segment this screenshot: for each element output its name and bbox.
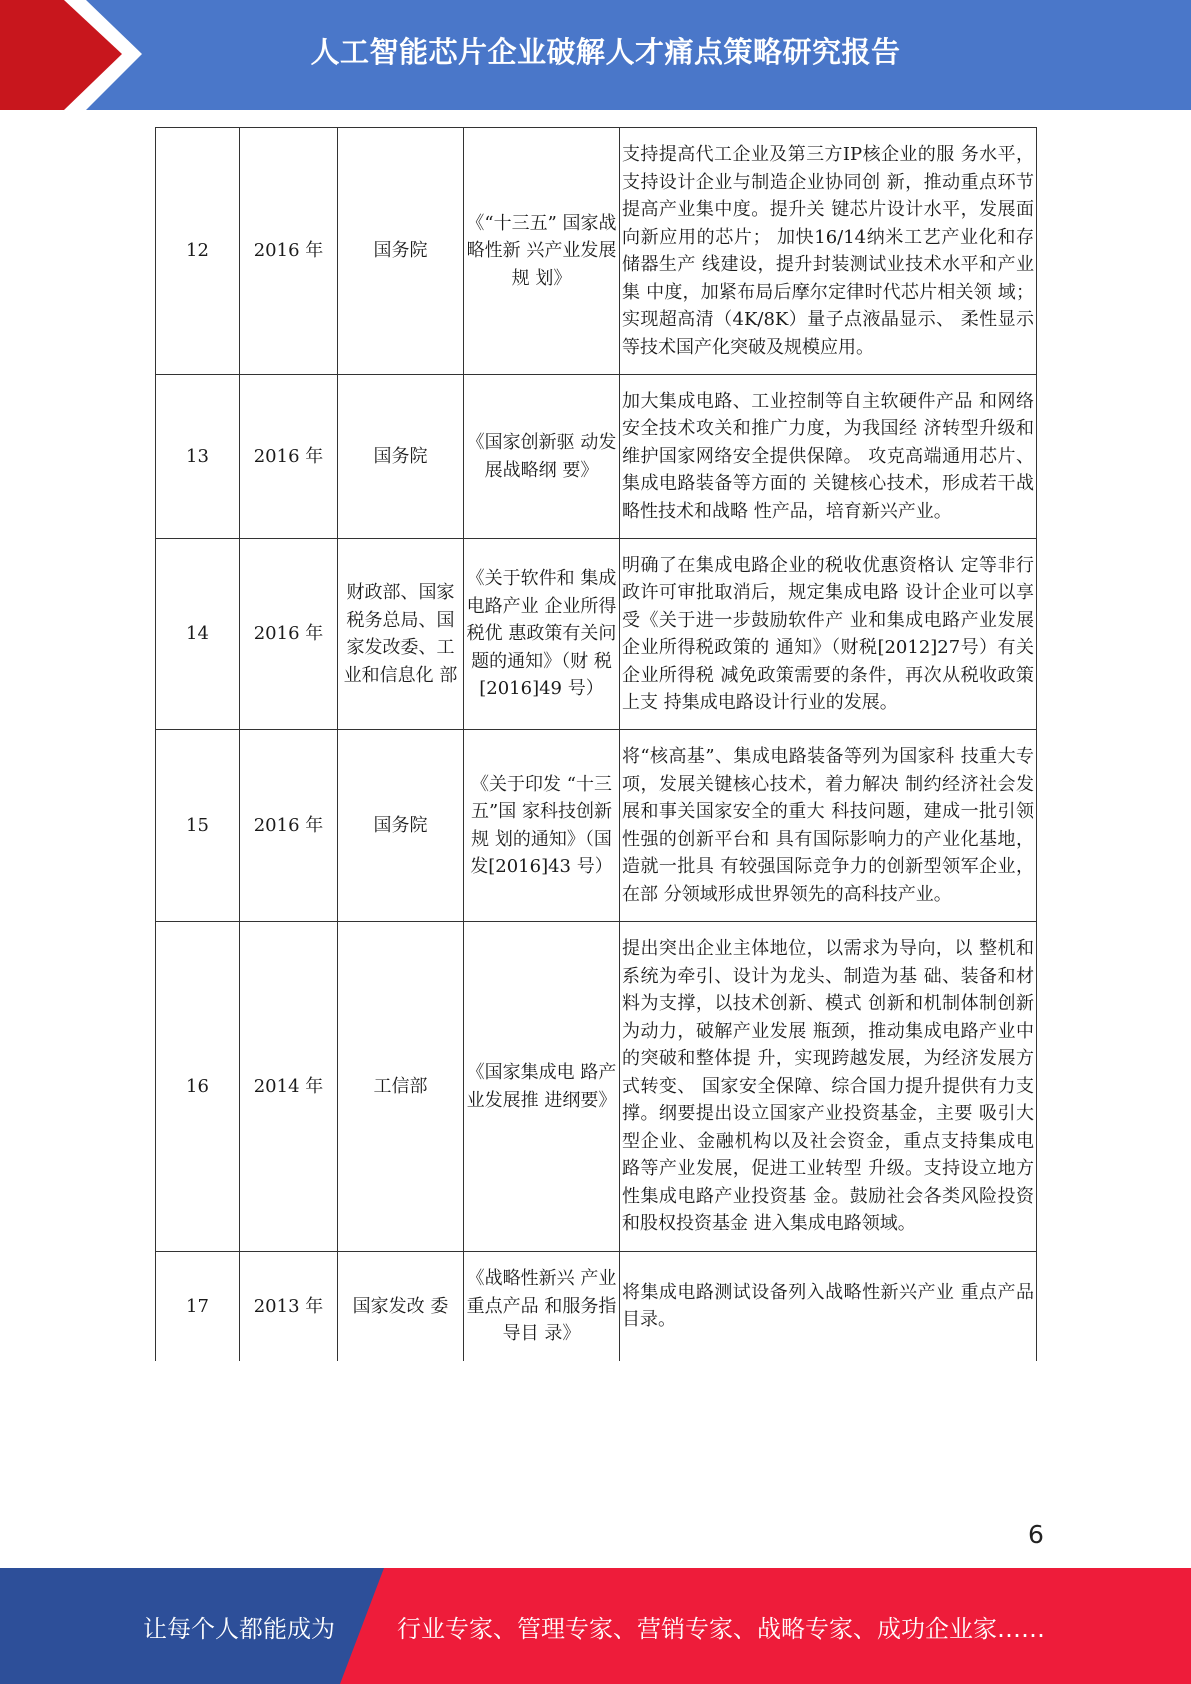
row-description: 支持提高代工企业及第三方IP核企业的服 务水平，支持设计企业与制造企业协同创 新，推动重点环节提高产业集中度。提升关 键芯片设计水平，发展面向新应用的芯片； 加快16/14纳米工艺产业化和存储器生产 线建设，提升封装测试业技术水平和产业集 中度，加紧布局后摩尔定律时代芯片相关领 域；实现超高清（4K/8K）量子点液晶显示、 柔性显示等技术国产化突破及规模应用。 [620,128,1037,375]
row-description: 将集成电路测试设备列入战略性新兴产业 重点产品目录。 [620,1252,1037,1361]
table-row [156,730,1037,922]
row-number: 14 [156,539,240,730]
row-number: 16 [156,922,240,1252]
table-row [156,922,1037,1252]
row-document: 《战略性新兴 产业重点产品 和服务指导目 录》 [464,1252,620,1361]
table-row [156,1252,1037,1361]
table-row [156,539,1037,730]
row-number: 13 [156,375,240,539]
row-description: 明确了在集成电路企业的税收优惠资格认 定等非行政许可审批取消后，规定集成电路 设计企业可以享受《关于进一步鼓励软件产 业和集成电路产业发展企业所得税政策的 通知》（财税[2012]27号）有关企业所得税 减免政策需要的条件，再次从税收政策上支 持集成电路设计行业的发展。 [620,539,1037,730]
row-year: 2016 年 [240,128,338,375]
page-footer [0,1568,1191,1684]
row-organization: 国务院 [338,375,464,539]
row-number: 17 [156,1252,240,1361]
policy-table-container [155,127,1036,1361]
row-year: 2016 年 [240,539,338,730]
row-description: 将“核高基”、集成电路装备等列为国家科 技重大专项，发展关键核心技术，着力解决 制约经济社会发展和事关国家安全的重大 科技问题，建成一批引领性强的创新平台和 具有国际影响力的产业化基地，造就一批具 有较强国际竞争力的创新型领军企业，在部 分领域形成世界领先的高科技产业。 [620,730,1037,922]
row-description: 加大集成电路、工业控制等自主软硬件产品 和网络安全技术攻关和推广力度，为我国经 济转型升级和维护国家网络安全提供保障。 攻克高端通用芯片、集成电路装备等方面的 关键核心技术，形成若干战略性技术和战略 性产品，培育新兴产业。 [620,375,1037,539]
row-document: 《国家创新驱 动发展战略纲 要》 [464,375,620,539]
row-organization: 国务院 [338,128,464,375]
row-organization: 国务院 [338,730,464,922]
footer-slogan-left: 让每个人都能成为 [143,1614,335,1643]
row-organization: 财政部、国家税务总局、国家发改委、工业和信息化 部 [338,539,464,730]
row-number: 12 [156,128,240,375]
policy-table [155,127,1037,1361]
footer-slogan-right: 行业专家、管理专家、营销专家、战略专家、成功企业家…… [397,1614,1045,1643]
row-document: 《关于软件和 集成电路产业 企业所得税优 惠政策有关问 题的通知》（财 税[2016]49 号） [464,539,620,730]
page-number: 6 [1028,1520,1044,1549]
row-document: 《国家集成电 路产业发展推 进纲要》 [464,922,620,1252]
page-header [0,0,1191,110]
row-year: 2014 年 [240,922,338,1252]
row-organization: 工信部 [338,922,464,1252]
page-title: 人工智能芯片企业破解人才痛点策略研究报告 [310,34,901,69]
row-description: 提出突出企业主体地位，以需求为导向，以 整机和系统为牵引、设计为龙头、制造为基 础、装备和材料为支撑，以技术创新、模式 创新和机制体制创新为动力，破解产业发展 瓶颈，推动集成电路产业中的突破和整体提 升，实现跨越发展，为经济发展方式转变、 国家安全保障、综合国力提升提供有力支 撑。纲要提出设立国家产业投资基金，主要 吸引大型企业、金融机构以及社会资金，重点支持集成电路等产业发展，促进工业转型 升级。支持设立地方性集成电路产业投资基 金。鼓励社会各类风险投资和股权投资基金 进入集成电路领域。 [620,922,1037,1252]
row-number: 15 [156,730,240,922]
row-document: 《关于印发 “十三五”国 家科技创新规 划的通知》（国 发[2016]43 号） [464,730,620,922]
row-organization: 国家发改 委 [338,1252,464,1361]
row-year: 2016 年 [240,730,338,922]
row-document: 《“十三五” 国家战略性新 兴产业发展规 划》 [464,128,620,375]
table-row [156,128,1037,375]
row-year: 2013 年 [240,1252,338,1361]
row-year: 2016 年 [240,375,338,539]
table-row [156,375,1037,539]
